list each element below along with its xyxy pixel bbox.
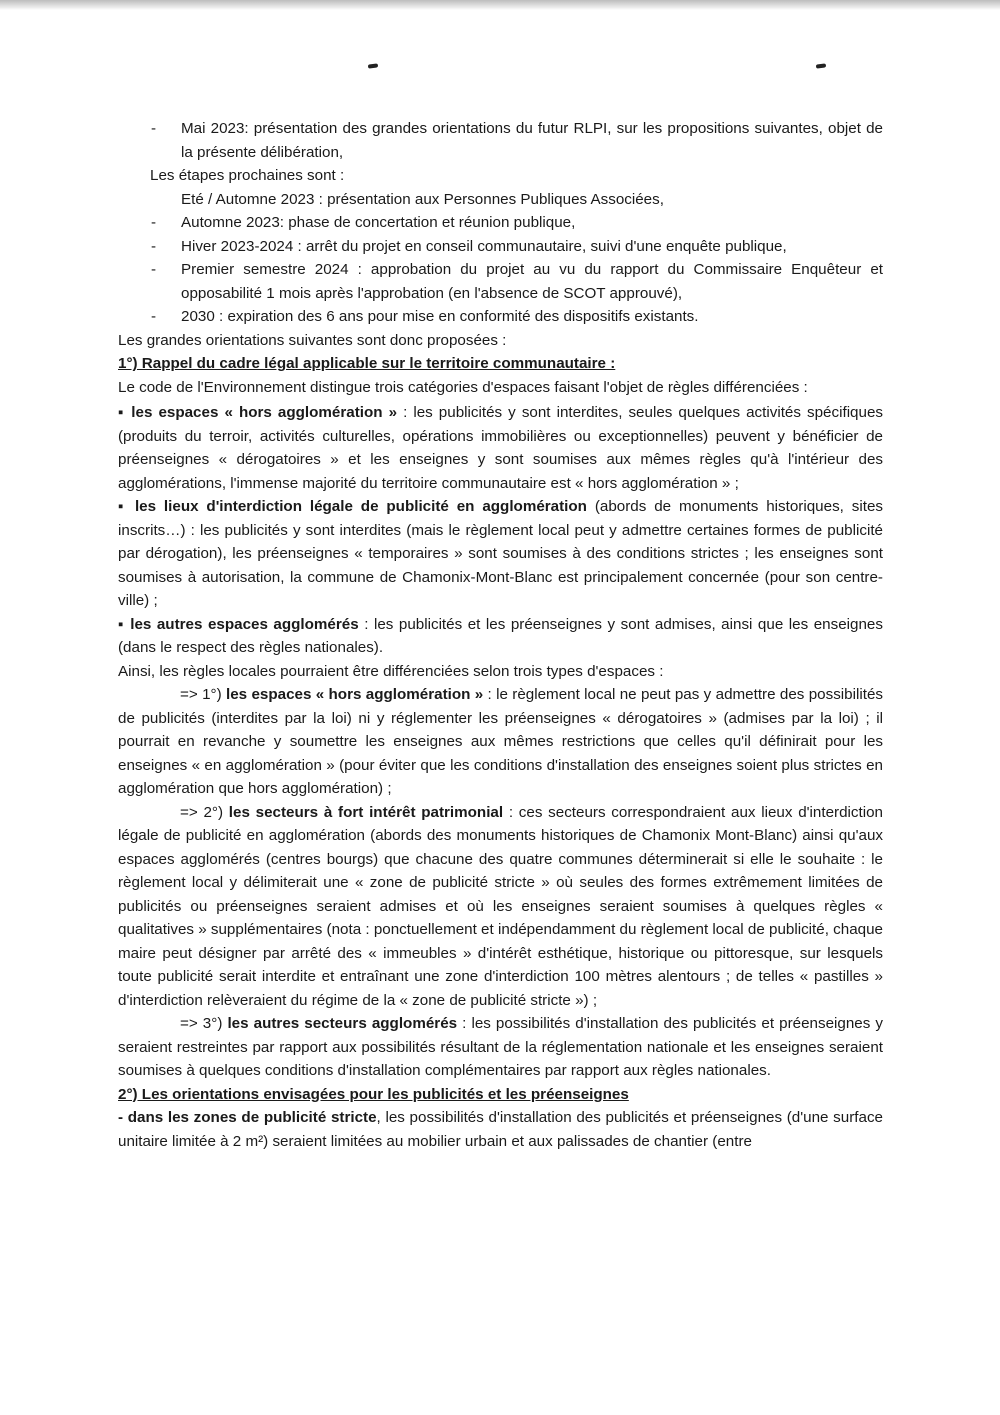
document-page <box>118 117 883 1153</box>
section-1-intro: Le code de l'Environnement distingue trois catégories d'espaces faisant l'objet de règles différenciées : <box>118 378 808 396</box>
scan-mark <box>368 63 378 68</box>
space-category-item <box>118 613 883 660</box>
category-text: : les publicités et les préenseignes y sont admises, ainsi que les enseignes (dans le respect des règles nationales). <box>118 615 883 656</box>
orientation-text: , les possibilités d'installation des publicités et préenseignes (d'une surface unitaire limitée à 2 m²) seraient limitées au mobilier urbain et aux palissades de chantier (entre <box>118 1109 883 1150</box>
type-text: : les possibilités d'installation des publicités et préenseignes y seraient restreintes par rapport aux possibilités résultant de la réglementation nationale et les enseignes seraient soumises à quelques conditions d'installation complémentaires par rapport aux règles nationales. <box>118 1015 883 1079</box>
type-lead: les secteurs à fort intérêt patrimonial <box>228 803 504 821</box>
category-lead: les lieux d'interdiction légale de publicité en agglomération <box>134 498 587 515</box>
category-text: (abords de monuments historiques, sites inscrits…) : les publicités y sont interdites (mais le règlement local peut y admettre certaines formes de publicité par dérogation), les préenseignes « temporaires » sont soumises à des conditions strictes ; les enseignes sont soumises à autorisation, la commune de Chamonix-Mont-Blanc est principalement concernée (pour son centre-ville) ; <box>118 498 883 609</box>
space-type-item <box>118 683 883 801</box>
section-1-heading: 1°) Rappel du cadre légal applicable sur le territoire communautaire : <box>118 355 616 372</box>
next-steps-intro: Les étapes prochaines sont : <box>150 167 345 184</box>
section-2-heading: 2°) Les orientations envisagées pour les publicités et les préenseignes <box>118 1085 629 1103</box>
category-text: : les publicités y sont interdites, seules quelques activités spécifiques (produits du terroir, activités culturelles, opérations immobilières ou exceptionnelles) peuvent y bénéficier de préenseignes « dérogatoires » et les enseignes y sont soumises aux mêmes règles qu'à l'intérieur des agglomérations, l'immense majorité du territoire communautaire est « hors agglomération » ; <box>118 404 883 492</box>
bullet: ▪ <box>118 615 125 633</box>
type-prefix: => 2°) <box>180 803 229 821</box>
bullet: ▪ <box>118 404 126 421</box>
next-step-item: Eté / Automne 2023 : présentation aux Personnes Publiques Associées, <box>181 190 664 208</box>
scan-mark <box>816 63 826 68</box>
next-step-item: - Premier semestre 2024 : approbation du projet au vu du rapport du Commissaire Enquêteur et opposabilité 1 mois après l'approbation (en l'absence de SCOT approuvé), <box>118 258 883 305</box>
orientation-lead: - dans les zones de publicité stricte <box>118 1109 377 1126</box>
type-text: : ces secteurs correspondraient aux lieux d'interdiction légale de publicité en agglomération (abords des monuments historiques de Chamonix Mont-Blanc) ainsi qu'aux espaces agglomérés (centres bourgs) que chacune des quatre communes déterminerait si elle le souhaite : le règlement local y délimiterait une « zone de publicité stricte » où seules des formes extrêmement limitées de publicités ou préenseignes seraient admises et où les enseignes seraient soumises à quelques règles « qualitatives » supplémentaires (nota : ponctuellement et indépendamment du règlement local de publicité, chaque maire peut désigner par arrêté des « immeubles » d'intérêt esthétique, historique ou pittoresque, sur lesquels toute publicité serait interdite et entraînant une zone d'interdiction 100 mètres alentours ; de telles « pastilles » d'interdiction relèveraient du régime de la « zone de publicité stricte ») ; <box>118 803 883 1009</box>
space-category-item <box>118 495 883 613</box>
space-category-item <box>118 401 883 495</box>
space-types-intro: Ainsi, les règles locales pourraient être différenciées selon trois types d'espaces : <box>118 662 664 680</box>
bullet: ▪ <box>118 498 128 515</box>
category-lead: les autres espaces agglomérés <box>130 615 359 633</box>
orientations-intro: Les grandes orientations suivantes sont donc proposées : <box>118 331 507 349</box>
type-lead: les autres secteurs agglomérés <box>227 1015 458 1032</box>
next-step-item: - Automne 2023: phase de concertation et réunion publique, <box>118 211 883 235</box>
type-lead: les espaces « hors agglomération » <box>226 686 484 703</box>
orientation-item <box>118 1106 883 1153</box>
space-type-item <box>118 801 883 1013</box>
timeline-item: - Mai 2023: présentation des grandes orientations du futur RLPI, sur les propositions suivantes, objet de la présente délibération, <box>118 117 883 164</box>
type-text: : le règlement local ne peut pas y admettre des possibilités de publicités (interdites par la loi) ni y réglementer les préenseignes « dérogatoires » (admises par la loi) ; il pourrait en revanche y soumettre les enseignes aux mêmes restrictions que celles qu'il définirait pour les enseignes « en agglomération » (pour éviter que les conditions d'installation des enseignes soient plus strictes en agglomération que hors agglomération) ; <box>118 686 884 797</box>
next-step-item: - 2030 : expiration des 6 ans pour mise en conformité des dispositifs existants. <box>118 305 883 329</box>
type-prefix: => 3°) <box>180 1015 228 1032</box>
next-step-item: - Hiver 2023-2024 : arrêt du projet en conseil communautaire, suivi d'une enquête publique, <box>118 235 883 259</box>
category-lead: les espaces « hors agglomération » <box>131 404 398 421</box>
space-type-item <box>118 1012 883 1083</box>
scan-edge <box>0 0 1000 10</box>
type-prefix: => 1°) <box>180 686 226 703</box>
